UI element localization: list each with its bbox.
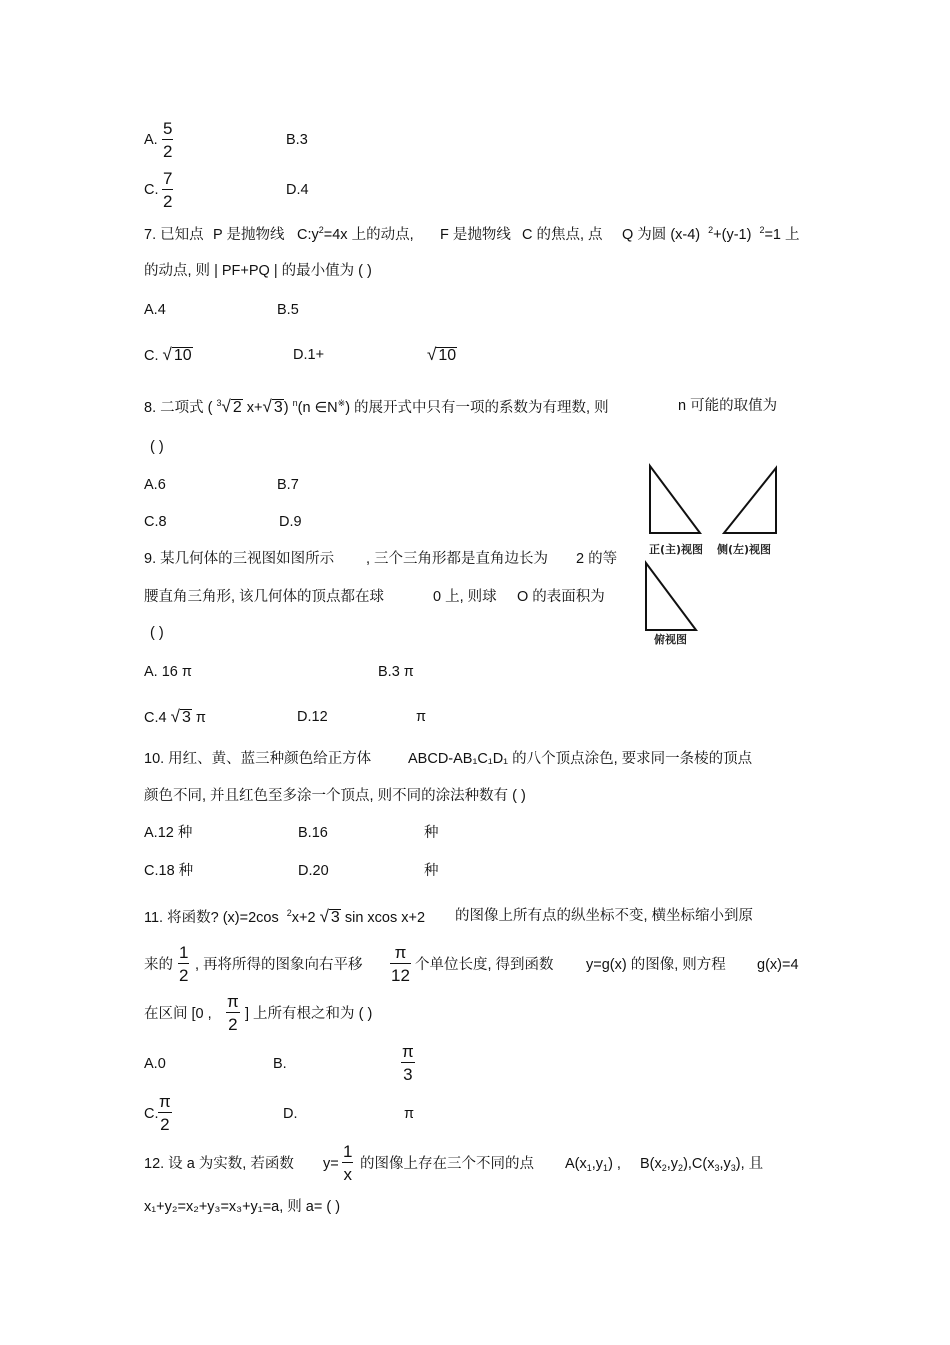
q9-option-c-pi: π (195, 710, 206, 726)
q6-option-b: B.3 (286, 132, 308, 148)
sqrt-symbol: √ 10 (162, 345, 192, 364)
q12-line1-e-sub: 2 (661, 1163, 667, 1173)
q9-line2-c: O 的表面积为 (517, 589, 605, 605)
fraction-bar (158, 1112, 172, 1113)
q11-line1 (144, 908, 425, 926)
fraction-numerator: 5 (163, 119, 173, 138)
q7-line2: 的动点, 则 | PF+PQ | 的最小值为 ( ) (144, 263, 372, 279)
q7-line1-c-sup: 2 (318, 225, 324, 235)
fraction-bar (178, 963, 189, 964)
q8-rad1: 2 (232, 399, 242, 416)
q8-rad2: 3 (273, 399, 283, 416)
q7-option-c (144, 346, 193, 364)
q12-line1-a: 12. 设 a 为实数, 若函数 (144, 1156, 294, 1172)
q11-line3-b: ] 上所有根之和为 ( ) (245, 1006, 373, 1022)
fraction-bar (162, 189, 173, 190)
q7-option-d-label: D.1+ (293, 347, 325, 363)
q8-text-d: (n ∈N (297, 400, 338, 416)
q12-line1-d-sub: 1 (586, 1163, 592, 1173)
q9-option-c-label: C.4 (144, 710, 167, 726)
top-view-label: 俯视图 (654, 633, 687, 646)
q10-option-d: D.20 (298, 863, 329, 879)
q11-line2-d: y=g(x) 的图像, 则方程 (586, 957, 726, 973)
q8-line1 (144, 398, 609, 416)
q12-line1-e5: ), 且 (735, 1156, 764, 1172)
q9-line2-b: 0 上, 则球 (433, 589, 497, 605)
q12-line1-d3: ) , (608, 1156, 621, 1172)
q11-option-d: D. (283, 1106, 298, 1122)
q12-line1-d2: ,y (591, 1156, 604, 1172)
fraction-denominator: 2 (160, 1115, 170, 1134)
q8-cube-index: 3 (216, 398, 222, 408)
q11-option-d-pi: π (404, 1106, 415, 1122)
q12-line1-e2-sub: 2 (678, 1163, 684, 1173)
side-view-label: 侧(左)视图 (717, 543, 772, 556)
q8-option-a: A.6 (144, 477, 166, 493)
q11-half-fraction (178, 944, 189, 984)
q11-line2-c: 个单位长度, 得到函数 (415, 957, 554, 973)
q10-line1-b: ABCD-AB₁C₁D₁ 的八个顶点涂色, 要求同一条棱的顶点 (408, 751, 753, 767)
q7-line1-a: 7. 已知点 (144, 227, 204, 243)
q10-option-a: A.12 种 (144, 825, 193, 841)
q9-line1-b: , 三个三角形都是直角边长为 (366, 551, 549, 567)
fraction-bar (162, 139, 173, 140)
q7-line1-i: =1 上 (764, 227, 800, 243)
q7-line1-g (622, 225, 800, 243)
q9-paren: ( ) (150, 625, 164, 641)
fraction-bar (342, 1162, 353, 1163)
q11-option-c-fraction (158, 1093, 172, 1133)
q12-line1-e3-sub: 3 (714, 1163, 720, 1173)
sqrt-symbol: √ 3 (319, 907, 340, 926)
front-view-label: 正(主)视图 (649, 543, 704, 556)
q10-option-d-unit: 种 (424, 863, 439, 879)
sqrt-symbol: √ 3 (262, 397, 283, 416)
q7-line1-b: P 是抛物线 (213, 227, 285, 243)
q6-option-a-fraction (162, 120, 173, 160)
q12-line1-e3: ),C(x (683, 1156, 715, 1172)
q11-line3-a: 在区间 [0 , (144, 1006, 212, 1022)
fraction-denominator: 2 (163, 142, 173, 161)
front-view-triangle (650, 466, 700, 533)
q10-line1-a: 10. 用红、黄、蓝三种颜色给正方体 (144, 751, 372, 767)
fraction-bar (226, 1012, 240, 1013)
q11-line1-b: x+2 (291, 910, 316, 926)
q11-line1-radicand: 3 (330, 909, 340, 926)
fraction-numerator: π (402, 1042, 414, 1061)
q12-line1-e: B(x (640, 1156, 662, 1172)
q9-option-d-pi: π (416, 709, 427, 725)
sqrt-symbol: √ 10 (427, 345, 457, 364)
q12-line1-d: A(x (565, 1156, 587, 1172)
sqrt-symbol: √ 2 (221, 397, 242, 416)
q12-line2: x₁+y₂=x₂+y₃=x₃+y₁=a, 则 a= ( ) (144, 1199, 341, 1215)
q11-option-a: A.0 (144, 1056, 166, 1072)
q12-line1-d2-sub: 1 (603, 1163, 609, 1173)
q8-option-d: D.9 (279, 514, 302, 530)
q7-option-b: B.5 (277, 302, 299, 318)
q8-sup-n: n (292, 398, 298, 408)
q12-line1-b: y= (323, 1156, 339, 1172)
q7-line1-d: =4x 上的动点, (323, 227, 414, 243)
q9-line1-c: 2 的等 (576, 551, 618, 567)
q8-text-c: ) (283, 400, 289, 416)
q8-paren: ( ) (150, 439, 164, 455)
q8-option-c: C.8 (144, 514, 167, 530)
q6-option-c-fraction (162, 170, 173, 210)
q7-line1-g-sup: 2 (708, 225, 714, 235)
q11-shift-fraction (390, 944, 411, 984)
q11-line1-d: 的图像上所有点的纵坐标不变, 横坐标缩小到原 (455, 908, 754, 924)
fraction-numerator: 1 (343, 1142, 353, 1161)
fraction-numerator: π (394, 943, 407, 962)
q12-line1-e4-sub: 3 (730, 1163, 736, 1173)
fraction-denominator: 2 (228, 1015, 238, 1034)
q9-line1-a: 9. 某几何体的三视图如图所示 (144, 551, 335, 567)
q7-line1-h-sup: 2 (759, 225, 765, 235)
q9-line2-a: 腰直角三角形, 该几何体的顶点都在球 (144, 589, 385, 605)
fraction-denominator: 2 (163, 192, 173, 211)
q7-line1-c-text: C:y (297, 227, 319, 243)
q7-line1-g-text: Q 为圆 (x-4) (622, 227, 701, 243)
q12-line1-c: 的图像上存在三个不同的点 (360, 1156, 534, 1172)
q9-option-c-radicand: 3 (181, 709, 191, 726)
q7-option-d-radicand: 10 (438, 347, 457, 364)
q11-line1-a: 11. 将函数? (x)=2cos (144, 910, 279, 926)
fraction-denominator: 3 (403, 1065, 413, 1084)
q11-line1-sup: 2 (286, 908, 292, 918)
q7-option-a: A.4 (144, 302, 166, 318)
q7-line1-f: C 的焦点, 点 (522, 227, 603, 243)
q11-interval-fraction (226, 993, 240, 1033)
q8-text-f: n 可能的取值为 (678, 398, 778, 414)
q10-line2: 颜色不同, 并且红色至多涂一个顶点, 则不同的涂法种数有 ( ) (144, 788, 526, 804)
q11-line1-c: sin xcos x+2 (344, 910, 426, 926)
q7-line1-e: F 是抛物线 (440, 227, 511, 243)
q6-option-c-label: C. (144, 182, 159, 198)
q11-option-c-label: C. (144, 1106, 159, 1122)
sqrt-symbol: √ 3 (170, 707, 191, 726)
fraction-numerator: π (227, 992, 239, 1011)
q12-function-fraction (342, 1143, 353, 1183)
q11-option-b: B. (273, 1056, 287, 1072)
q7-option-c-label: C. (144, 348, 159, 364)
q8-text-a: 8. 二项式 ( (144, 400, 213, 416)
q12-line1-e2: ,y (666, 1156, 679, 1172)
q9-option-b: B.3 π (378, 664, 414, 680)
q10-option-c: C.18 种 (144, 863, 194, 879)
fraction-bar (390, 963, 411, 964)
fraction-numerator: 7 (163, 169, 173, 188)
q9-option-c (144, 708, 206, 726)
q8-text-e: ) 的展开式中只有一项的系数为有理数, 则 (345, 400, 609, 416)
q8-sup-star: ※ (337, 398, 346, 408)
q7-line1-c (297, 225, 414, 243)
q12-point-a (565, 1157, 621, 1172)
side-view-triangle (724, 468, 776, 533)
q7-option-c-radicand: 10 (173, 347, 192, 364)
q12-line1-e4: ,y (719, 1156, 731, 1172)
q11-line2-b: , 再将所得的图象向右平移 (195, 957, 363, 973)
q12-point-bc (640, 1157, 763, 1172)
q7-line1-h: +(y-1) (713, 227, 752, 243)
q10-option-b: B.16 (298, 825, 328, 841)
q9-option-d: D.12 (297, 709, 328, 725)
q8-text-b: x+ (246, 400, 263, 416)
q10-option-b-unit: 种 (424, 825, 439, 841)
q9-option-a: A. 16 π (144, 664, 192, 680)
q6-option-a-label: A. (144, 132, 158, 148)
q8-option-b: B.7 (277, 477, 299, 493)
q11-line2-e: g(x)=4 (757, 957, 799, 973)
fraction-numerator: π (159, 1092, 171, 1111)
q11-option-b-fraction (401, 1043, 415, 1083)
q7-option-d-sqrt (427, 346, 457, 364)
fraction-denominator: 12 (391, 966, 410, 985)
fraction-denominator: 2 (179, 966, 189, 985)
q6-option-d: D.4 (286, 182, 309, 198)
fraction-numerator: 1 (179, 943, 189, 962)
q11-line2-a: 来的 (144, 957, 173, 973)
fraction-bar (401, 1062, 415, 1063)
fraction-denominator: x (343, 1165, 352, 1184)
top-view-triangle (646, 563, 696, 630)
